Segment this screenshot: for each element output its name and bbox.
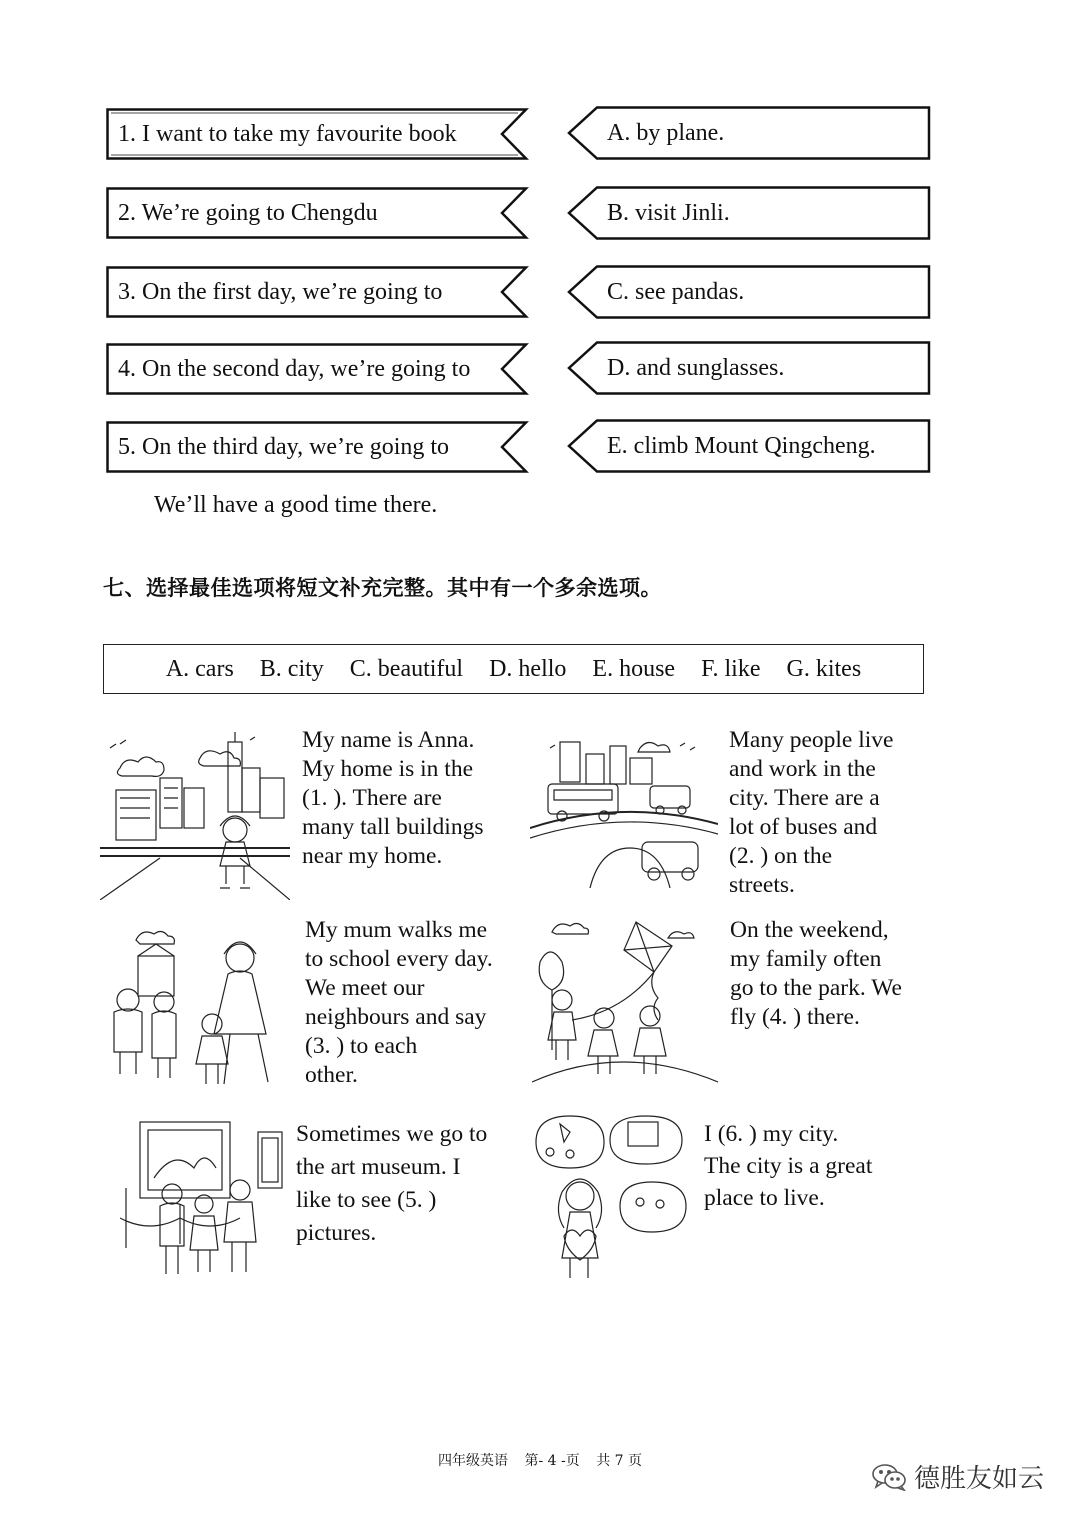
passage-line: Many people live (729, 727, 894, 753)
footer-page: 第- 4 -页 (524, 1453, 580, 1469)
passage-line: The city is a great (704, 1153, 873, 1179)
passage-line: I (6. ) my city. (704, 1121, 839, 1147)
wechat-icon (872, 1463, 906, 1491)
passage-line: (3. ) to each (305, 1033, 418, 1059)
passage-line: other. (305, 1062, 358, 1088)
passage-line: neighbours and say (305, 1004, 487, 1030)
match-left-text: 4. On the second day, we’re going to (118, 355, 471, 382)
footer-subject: 四年级英语 (438, 1453, 508, 1469)
match-right-text: D. and sunglasses. (607, 354, 785, 381)
passage-line: streets. (729, 872, 795, 898)
match-left-text: 5. On the third day, we’re going to (118, 433, 450, 460)
art-museum-illustration (120, 1118, 284, 1280)
passage-5 (296, 1118, 516, 1250)
passage-line: to school every day. (305, 946, 493, 972)
passage-line: lot of buses and (729, 814, 878, 840)
section-heading: 七、选择最佳选项将短文补充完整。其中有一个多余选项。 (103, 576, 662, 600)
option-g: G. kites (786, 655, 862, 682)
match-left-2 (106, 187, 528, 239)
match-left-4 (106, 343, 528, 395)
passage-6 (704, 1118, 924, 1214)
option-a: A. cars (165, 655, 234, 682)
passage-line: my family often (730, 946, 882, 972)
passage-line: fly (4. ) there. (730, 1004, 860, 1030)
passage-line: My name is Anna. (302, 727, 475, 753)
kite-park-illustration (532, 912, 718, 1084)
passage-line: pictures. (296, 1220, 377, 1246)
passage-line: (1. ). There are (302, 785, 442, 811)
girl-heart-city-illustration (530, 1112, 690, 1280)
watermark (872, 1458, 1044, 1495)
option-c: C. beautiful (349, 655, 464, 682)
passage-line: My mum walks me (305, 917, 488, 943)
passage-line: and work in the (729, 756, 876, 782)
match-right-c (567, 265, 931, 319)
passage-line: many tall buildings (302, 814, 484, 840)
match-left-text: 1. I want to take my favourite book (118, 120, 457, 147)
passage-line: the art museum. I (296, 1154, 461, 1180)
passage-line: place to live. (704, 1185, 825, 1211)
option-b: B. city (259, 655, 324, 682)
passage-line: (2. ) on the (729, 843, 833, 869)
mum-child-neighbours-illustration (100, 920, 290, 1092)
passage-2 (729, 726, 939, 900)
passage-1 (302, 726, 512, 871)
passage-line: city. There are a (729, 785, 880, 811)
passage-line: On the weekend, (730, 917, 889, 943)
watermark-text: 德胜友如云 (913, 1464, 1044, 1494)
passage-line: like to see (5. ) (296, 1187, 437, 1213)
footer-total: 共 7 页 (596, 1453, 642, 1469)
passage-line: Sometimes we go to (296, 1121, 488, 1147)
match-right-a (567, 106, 931, 160)
match-left-3 (106, 266, 528, 318)
option-d: D. hello (489, 655, 567, 682)
match-right-text: C. see pandas. (607, 278, 745, 305)
match-right-text: A. by plane. (607, 119, 725, 146)
passage-line: near my home. (302, 843, 443, 869)
match-right-text: B. visit Jinli. (607, 199, 730, 226)
option-box (103, 644, 924, 694)
match-left-5 (106, 421, 528, 473)
match-left-1 (106, 108, 528, 160)
match-right-text: E. climb Mount Qingcheng. (607, 432, 876, 459)
passage-line: go to the park. We (730, 975, 902, 1001)
passage-line: We meet our (305, 975, 425, 1001)
passage-line: My home is in the (302, 756, 474, 782)
match-left-text: 2. We’re going to Chengdu (118, 199, 378, 226)
match-left-text: 3. On the first day, we’re going to (118, 278, 443, 305)
option-e: E. house (592, 655, 676, 682)
option-f: F. like (701, 655, 761, 682)
passage-4 (730, 916, 940, 1032)
match-right-b (567, 186, 931, 240)
match-right-d (567, 341, 931, 395)
city-street-girl-illustration (100, 728, 290, 900)
passage-3 (305, 916, 520, 1090)
traffic-bridge-illustration (530, 738, 718, 888)
match-right-e (567, 419, 931, 473)
closing-sentence: We’ll have a good time there. (154, 492, 438, 518)
